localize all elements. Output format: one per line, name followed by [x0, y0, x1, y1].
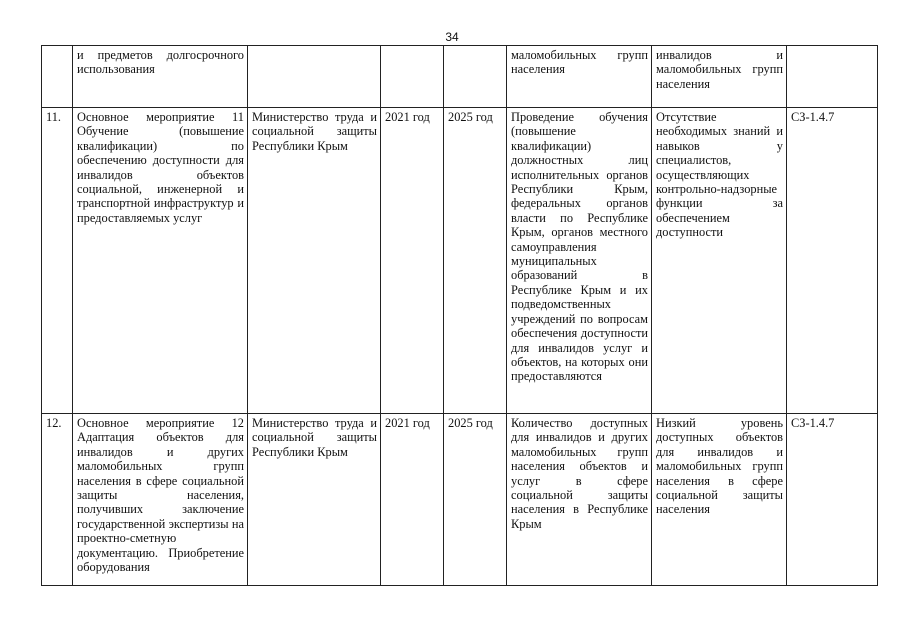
- indicator-link-cell: СЗ-1.4.7: [787, 414, 878, 586]
- indicator-link-cell: СЗ-1.4.7: [787, 108, 878, 414]
- start-date-cell: 2021 год: [381, 414, 444, 586]
- measure-cell: Основное мероприятие 12 Адаптация объектов для инвалидов и других маломобильных групп населения в сфере социальной защиты населения, получивших заключение государственной экспертизы на проектно-сметную документацию. Приобретение оборудования: [73, 414, 248, 586]
- start-date-cell: 2021 год: [381, 108, 444, 414]
- consequence-cell: Низкий уровень доступных объектов для инвалидов и маломобильных групп населения в сфере социальной защиты населения: [652, 414, 787, 586]
- indicator-link-cell: [787, 46, 878, 108]
- consequence-cell: инвалидов и маломобильных групп населения: [652, 46, 787, 108]
- result-cell: маломобильных групп населения: [507, 46, 652, 108]
- measure-cell: Основное мероприятие 11 Обучение (повышение квалификации) по обеспечению доступности для инвалидов объектов социальной, инженерной и транспортной инфраструктур и предоставляемых услуг: [73, 108, 248, 414]
- row-number-cell: [42, 46, 73, 108]
- measures-table: [41, 45, 878, 586]
- end-date-cell: 2025 год: [444, 414, 507, 586]
- executor-cell: Министерство труда и социальной защиты Республики Крым: [248, 108, 381, 414]
- executor-cell: Министерство труда и социальной защиты Республики Крым: [248, 414, 381, 586]
- table-row: [42, 414, 878, 586]
- table-row: [42, 46, 878, 108]
- result-cell: Проведение обучения (повышение квалификации) должностных лиц исполнительных органов Республики Крым, федеральных органов власти по Республике Крым, органов местного самоуправления муниципальных образований в Республике Крым и их подведомственных учреждений по вопросам обеспечения доступности для инвалидов услуг и объектов, на которых они предоставляются: [507, 108, 652, 414]
- row-number-cell: 12.: [42, 414, 73, 586]
- page-number: 34: [445, 30, 459, 44]
- end-date-cell: [444, 46, 507, 108]
- row-number-cell: 11.: [42, 108, 73, 414]
- consequence-cell: Отсутствие необходимых знаний и навыков у специалистов, осуществляющих контрольно-надзорные функции за обеспечением доступности: [652, 108, 787, 414]
- end-date-cell: 2025 год: [444, 108, 507, 414]
- measure-cell: и предметов долгосрочного использования: [73, 46, 248, 108]
- executor-cell: [248, 46, 381, 108]
- table-row: [42, 108, 878, 414]
- result-cell: Количество доступных для инвалидов и других маломобильных групп населения объектов и услуг в сфере социальной защиты населения в Республике Крым: [507, 414, 652, 586]
- start-date-cell: [381, 46, 444, 108]
